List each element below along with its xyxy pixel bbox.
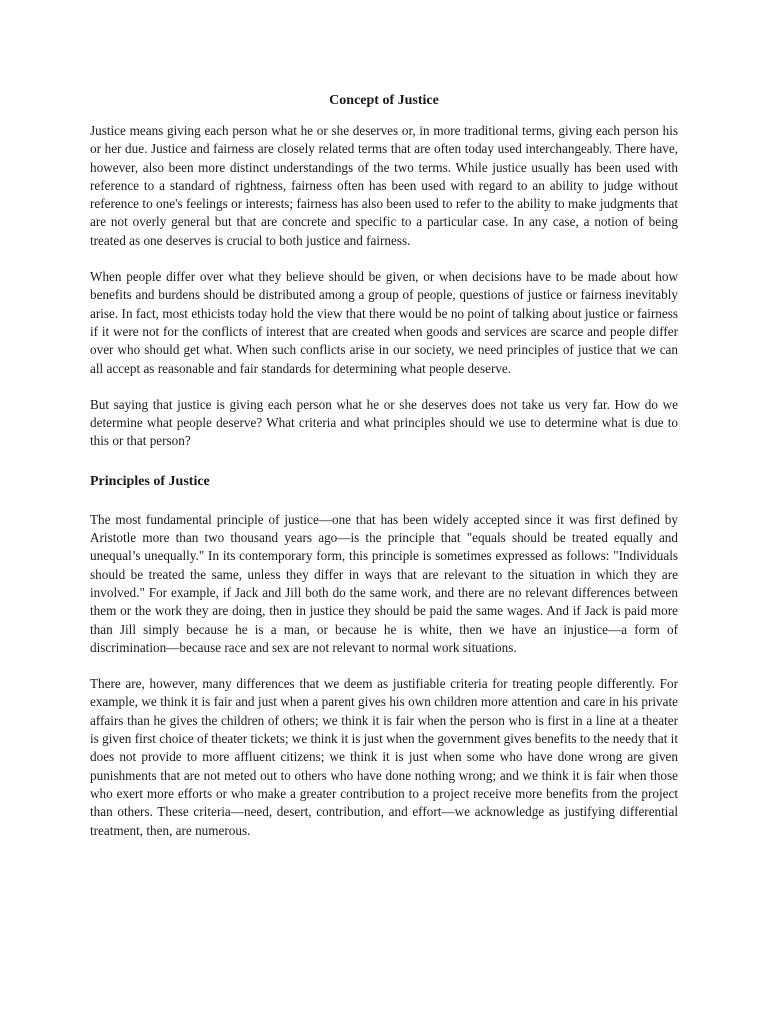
paragraph-fundamental-principle: The most fundamental principle of justice—one that has been widely accepted since it was first defined by Aristotle more than two thousand years ago—is the principle that "equals should be treated equally and unequal’s unequally." In its contemporary form, this principle is sometimes expressed as follows: "Individuals should be treated the same, unless they differ in ways that are relevant to the situation in which they are involved." For example, if Jack and Jill both do the same work, and there are no relevant differences between them or the work they are doing, then in justice they should be paid the same wages. And if Jack is paid more than Jill simply because he is a man, or because he is white, then we have an injustice—a form of discrimination—because race and sex are not relevant to normal work situations.: [90, 511, 678, 655]
paragraph-conflicts-of-interest: When people differ over what they believe should be given, or when decisions have to be made about how benefits and burdens should be distributed among a group of people, questions of justice or fairness inevitably arise. In fact, most ethicists today hold the view that there would be no point of talking about justice or fairness if it were not for the conflicts of interest that are created when goods and services are scarce and people differ over who should get what. When such conflicts arise in our society, we need principles of justice that we can all accept as reasonable and fair standards for determining what people deserve.: [90, 269, 678, 376]
paragraph-justice-definition: Justice means giving each person what he or she deserves or, in more traditional terms, giving each person his or her due. Justice and fairness are closely related terms that are often today used interchangeably. There have, however, also been more distinct understandings of the two terms. While justice usually has been used with reference to a standard of rightness, fairness often has been used with regard to an ability to judge without reference to one's feelings or interests; fairness has also been used to refer to the ability to make judgments that are not overly general but that are concrete and specific to a particular case. In any case, a notion of being treated as one deserves is crucial to both justice and fairness.: [90, 123, 678, 248]
document-body: [90, 92, 678, 858]
paragraph-justifiable-criteria: There are, however, many differences that we deem as justifiable criteria for treating people differently. For example, we think it is fair and just when a parent gives his own children more attention and care in his private affairs than he gives the children of others; we think it is fair when the person who is first in a line at a theater is given first choice of theater tickets; we think it is just when the government gives benefits to the needy that it does not provide to more affluent citizens; we think it is just when some who have done wrong are given punishments that are not meted out to others who have done nothing wrong; and we think it is fair when those who exert more efforts or who make a greater contribution to a project receive more benefits from the project than others. These criteria—need, desert, contribution, and effort—we acknowledge as justifying differential treatment, then, are numerous.: [90, 676, 678, 838]
section-heading-principles: Principles of Justice: [90, 473, 210, 489]
paragraph-determining-desert: But saying that justice is giving each person what he or she deserves does not take us very far. How do we determine what people deserve? What criteria and what principles should we use to determine what is due to this or that person?: [90, 396, 678, 449]
document-title: Concept of Justice: [329, 93, 439, 108]
